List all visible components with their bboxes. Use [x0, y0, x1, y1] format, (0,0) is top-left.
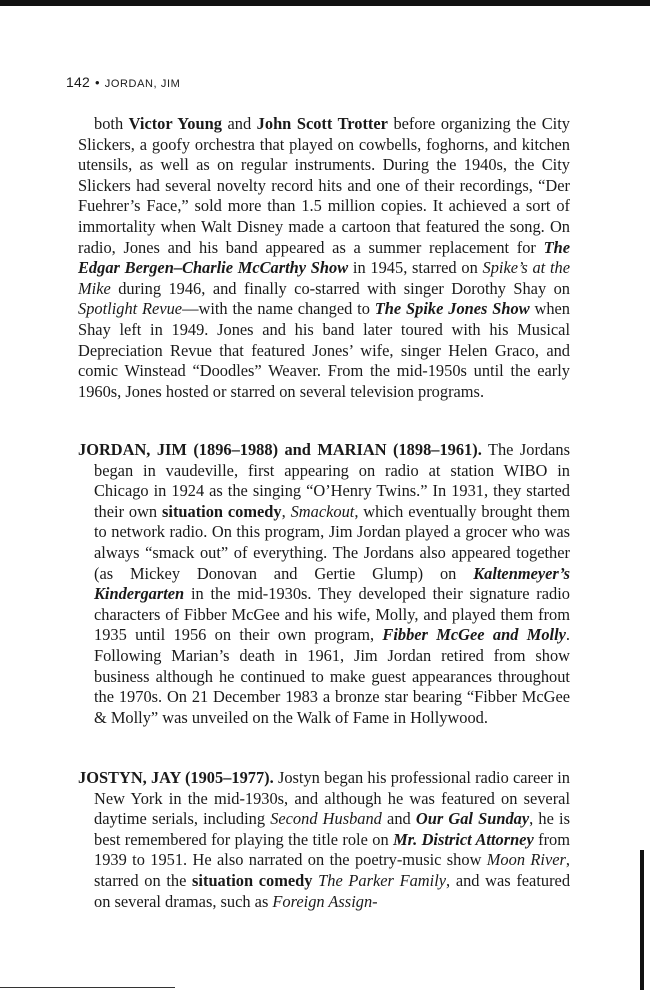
program-title-xref: The Spike Jones Show	[374, 299, 530, 319]
text-run: in 1945, starred on	[348, 258, 483, 278]
text-run: , he is best remembered for playing the title role on	[94, 809, 570, 849]
entry-headword: JOSTYN, JAY (1905–1977).	[78, 768, 274, 787]
entry-jostyn	[78, 768, 570, 912]
program-title-xref: Fibber McGee and Molly	[382, 625, 566, 645]
program-title: Smackout	[290, 501, 355, 521]
program-title-xref: Our Gal Sunday	[415, 809, 530, 829]
text-run: The Jordans began in vaudeville, first appearing on radio at station WIBO in Chicago in 1924 as the singing “O’Henry Twins.” In 1931, they started their own	[94, 440, 570, 521]
text-run: Jostyn began his professional radio career in New York in the mid-1930s, and although he was featured on several daytime serials, including	[94, 768, 570, 829]
cross-reference: situation comedy	[192, 870, 313, 890]
text-run: ,	[281, 501, 291, 521]
text-run: and	[381, 809, 416, 829]
running-header	[66, 74, 180, 90]
program-title: Spike’s at the Mike	[78, 258, 570, 298]
program-title-xref: Kaltenmeyer’s Kindergarten	[94, 563, 570, 604]
text-run: in the mid-1930s. They developed their signature radio characters of Fibber McGee and his wife, Molly, and played them from 1935 until 1956 on their own program,	[94, 584, 570, 645]
entry-jordan	[78, 440, 570, 728]
running-head-title: JORDAN, JIM	[104, 78, 181, 90]
header-bullet: •	[94, 75, 100, 90]
text-run: . Following Marian’s death in 1961, Jim Jordan retired from show business although he continued to make guest appearances throughout the 1970s. On 21 December 1983 a bronze star bearing “Fibber McGee & Molly” was unveiled on the Walk of Fame in Hollywood.	[94, 625, 571, 727]
text-run: , starred on the	[94, 850, 570, 890]
text-run: and	[221, 114, 257, 133]
text-run: —with the name changed to	[182, 299, 375, 319]
bottom-edge-rule	[0, 987, 175, 988]
program-title: Second Husband	[270, 809, 382, 829]
text-run: from 1939 to 1951. He also narrated on the poetry-music show	[94, 829, 570, 870]
text-run: during 1946, and finally co-starred with singer Dorothy Shay on	[110, 278, 570, 298]
program-title: Foreign Assign-	[272, 891, 378, 911]
program-title: The Parker Family	[318, 870, 447, 890]
program-title-xref: Mr. District Attorney	[393, 829, 534, 849]
page-number: 142	[66, 74, 90, 90]
cross-reference: John Scott Trotter	[256, 114, 388, 133]
program-title: Moon River	[486, 850, 566, 870]
right-margin-mark	[640, 850, 644, 990]
entry-continuation-paragraph	[78, 114, 570, 402]
cross-reference: situation comedy	[162, 501, 282, 521]
text-run: when Shay left in 1949. Jones and his band later toured with his Musical Depreciation Revue that featured Jones’ wife, singer Helen Graco, and comic Winstead “Doodles” Weaver. From the mid-1950s until the early 1960s, Jones hosted or starred on several television programs.	[78, 299, 570, 401]
program-title: Spotlight Revue	[78, 299, 183, 319]
entry-headword: JORDAN, JIM (1896–1988) and MARIAN (1898–1961).	[78, 440, 482, 459]
text-run: before organizing the City Slickers, a goofy orchestra that played on cowbells, foghorns, and kitchen utensils, as well as on regular instruments. During the 1940s, the City Slickers had several novelty record hits and one of their recordings, “Der Fuehrer’s Face,” sold more than 1.5 million copies. It achieved a sort of immortality when Walt Disney made a cartoon that featured the song. On radio, Jones and his band appeared as a summer replacement for	[78, 114, 570, 257]
top-edge-rule	[0, 0, 650, 6]
text-run: both	[94, 114, 129, 133]
cross-reference: Victor Young	[128, 114, 222, 133]
text-run: , which eventually brought them to network radio. On this program, Jim Jordan played a grocer who was always “smack out” of everything. The Jordans also appeared together (as Mickey Donovan and Gertie Glump) on	[94, 501, 570, 583]
text-run: , and was featured on several dramas, such as	[94, 870, 571, 911]
program-title-xref: The Edgar Bergen–Charlie McCarthy Show	[78, 237, 570, 278]
